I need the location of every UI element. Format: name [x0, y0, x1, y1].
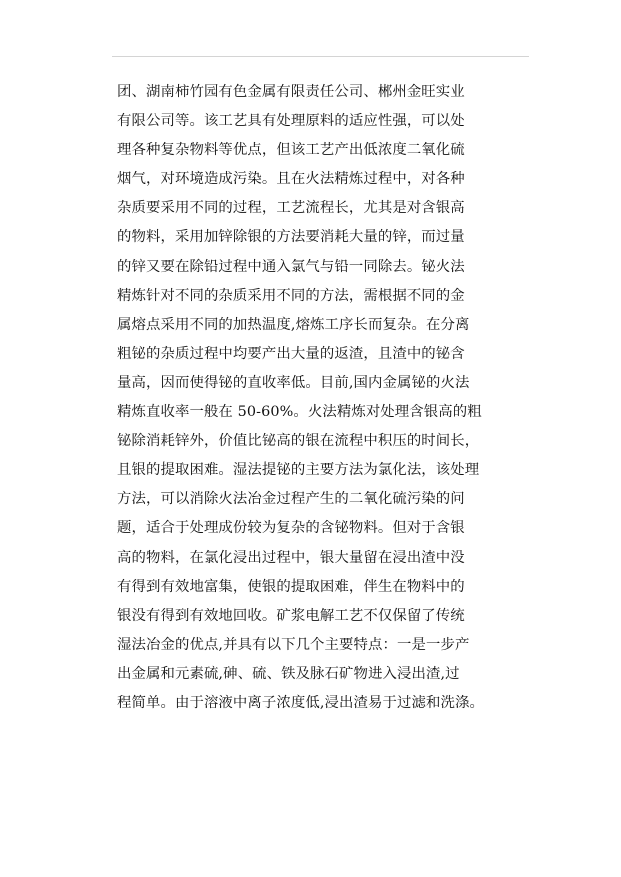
text-line: 铋除消耗锌外，价值比铋高的银在流程中积压的时间长，: [117, 433, 480, 450]
text-line: 题，适合于处理成份较为复杂的含铋物料。但对于含银: [117, 520, 465, 537]
text-line: 方法，可以消除火法冶金过程产生的二氧化硫污染的问: [117, 491, 465, 508]
text-line: 出金属和元素硫,砷、硫、铁及脉石矿物进入浸出渣,过: [117, 665, 460, 682]
text-line: 精炼直收率一般在 50-60%。火法精炼对处理含银高的粗: [117, 404, 482, 421]
text-line: 杂质要采用不同的过程，工艺流程长，尤其是对含银高: [117, 200, 465, 217]
header-rule: [112, 56, 529, 57]
text-line: 粗铋的杂质过程中均要产出大量的返渣，且渣中的铋含: [117, 345, 465, 362]
text-line: 烟气，对环境造成污染。且在火法精炼过程中，对各种: [117, 171, 465, 188]
text-line: 量高，因而使得铋的直收率低。目前,国内金属铋的火法: [117, 374, 470, 391]
text-line: 程简单。由于溶液中离子浓度低,浸出渣易于过滤和洗涤。: [117, 694, 484, 711]
text-line: 银没有得到有效地回收。矿浆电解工艺不仅保留了传统: [117, 607, 465, 624]
text-line: 有得到有效地富集，使银的提取困难，伴生在物料中的: [117, 578, 465, 595]
document-body: [117, 78, 537, 718]
text-line: 理各种复杂物料等优点，但该工艺产出低浓度二氧化硫: [117, 142, 465, 159]
text-line: 有限公司等。该工艺具有处理原料的适应性强，可以处: [117, 113, 465, 130]
text-line: 高的物料，在氯化浸出过程中，银大量留在浸出渣中没: [117, 549, 465, 566]
text-line: 湿法冶金的优点,并具有以下几个主要特点：一是一步产: [117, 636, 470, 653]
text-line: 的锌又要在除铅过程中通入氯气与铅一同除去。铋火法: [117, 258, 465, 275]
text-line: 且银的提取困难。湿法提铋的主要方法为氯化法，该处理: [117, 462, 480, 479]
text-line: 团、湖南柿竹园有色金属有限责任公司、郴州金旺实业: [117, 84, 465, 100]
text-line: 精炼针对不同的杂质采用不同的方法，需根据不同的金: [117, 287, 465, 304]
text-line: 属熔点采用不同的加热温度,熔炼工序长而复杂。在分离: [117, 316, 470, 333]
text-line: 的物料，采用加锌除银的方法要消耗大量的锌，而过量: [117, 229, 465, 246]
